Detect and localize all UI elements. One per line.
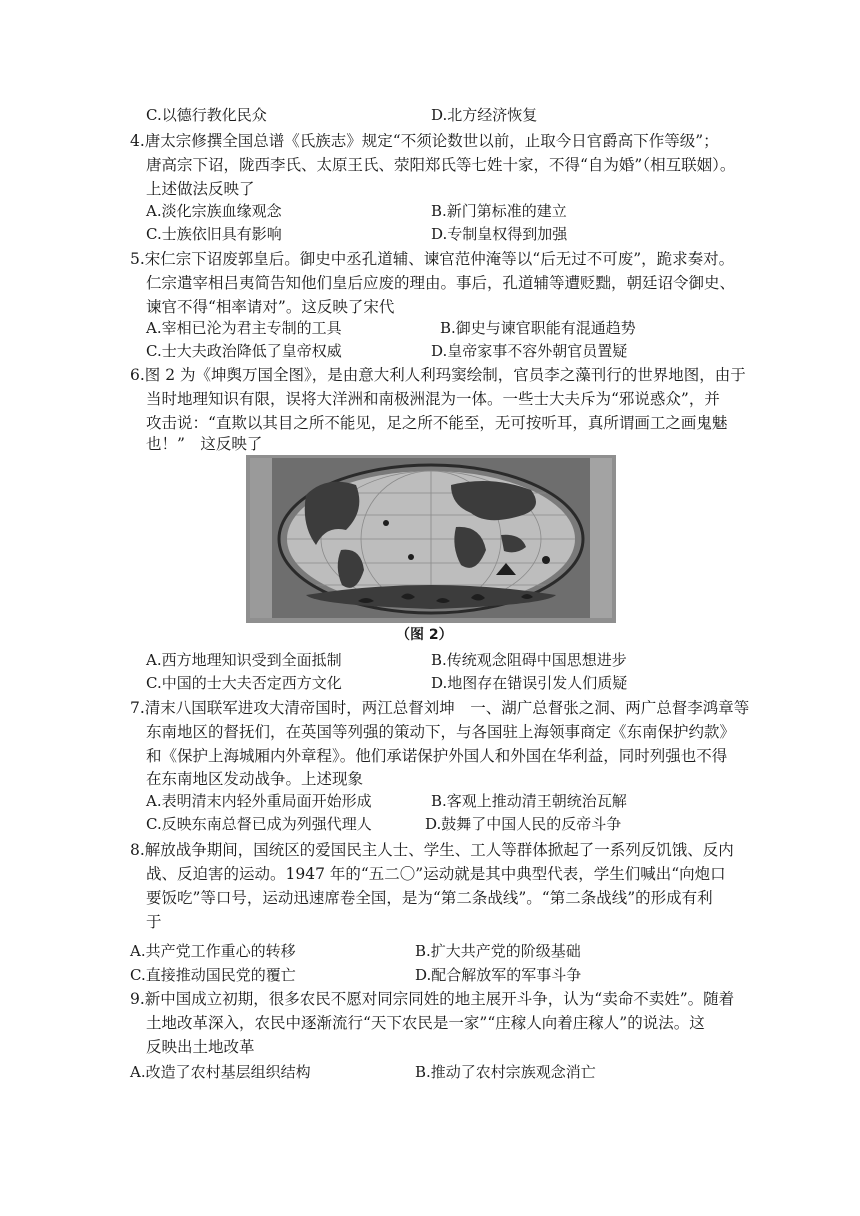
q4-stem-line-3: 上述做法反映了: [146, 180, 255, 198]
q7-stem-line-4: 在东南地区发动战争。上述现象: [146, 770, 364, 788]
q8-option-c: C.直接推动国民党的覆亡: [130, 966, 296, 984]
q3-option-d: D.北方经济恢复: [431, 106, 538, 124]
q5-stem-line-1: 5.宋仁宗下诏废郭皇后。御史中丞孔道辅、谏官范仲淹等以“后无过不可废”，跪求奏对。: [130, 250, 735, 268]
q5-option-d: D.皇帝家事不容外朝官员置疑: [431, 342, 628, 360]
world-map-figure: [246, 455, 616, 623]
q9-stem-line-2: 土地改革深入，农民中逐渐流行“天下农民是一家”“庄稼人向着庄稼人”的说法。这: [146, 1014, 705, 1032]
q8-option-d: D.配合解放军的军事斗争: [415, 966, 582, 984]
q8-stem-line-1: 8.解放战争期间，国统区的爱国民主人士、学生、工人等群体掀起了一系列反饥饿、反内: [130, 841, 734, 859]
q9-option-a: A.改造了农村基层组织结构: [130, 1063, 311, 1081]
q4-option-d: D.专制皇权得到加强: [431, 225, 568, 243]
q6-stem-line-2: 当时地理知识有限，误将大洋洲和南极洲混为一体。一些士大夫斥为“邪说惑众”，并: [146, 390, 720, 408]
q6-stem-line-4: 也！” 这反映了: [146, 435, 263, 453]
q4-option-a: A.淡化宗族血缘观念: [146, 202, 282, 220]
q7-stem-line-2: 东南地区的督抚们，在英国等列强的策动下，与各国驻上海领事商定《东南保护约款》: [146, 723, 736, 741]
q8-stem-line-3: 要饭吃”等口号，运动迅速席卷全国，是为“第二条战线”。“第二条战线”的形成有利: [146, 889, 713, 907]
q5-option-c: C.士大夫政治降低了皇帝权威: [146, 342, 342, 360]
q6-option-c: C.中国的士大夫否定西方文化: [146, 674, 342, 692]
q4-option-c: C.士族依旧具有影响: [146, 225, 282, 243]
q4-stem-line-1: 4.唐太宗修撰全国总谱《氏族志》规定“不须论数世以前，止取今日官爵高下作等级”；: [130, 132, 719, 150]
q8-stem-line-2: 战、反迫害的运动。1947 年的“五二〇”运动就是其中典型代表，学生们喊出“向炮口: [146, 865, 726, 883]
q7-stem-line-1: 7.清末八国联军进攻大清帝国时，两江总督刘坤 一、湖广总督张之洞、两广总督李鸿章等: [130, 699, 750, 717]
q6-stem-line-1: 6.图 2 为《坤舆万国全图》，是由意大利人利玛窦绘制，官员李之藻刊行的世界地图，由于: [130, 366, 746, 384]
q6-stem-line-3: 攻击说：“直欺以其目之所不能见，足之所不能至，无可按听耳，真所谓画工之画鬼魅: [146, 414, 728, 432]
q5-option-b: B.御史与谏官职能有混通趋势: [440, 319, 636, 337]
q9-stem-line-3: 反映出土地改革: [146, 1038, 255, 1056]
q9-stem-line-1: 9.新中国成立初期，很多农民不愿对同宗同姓的地主展开斗争，认为“卖命不卖姓”。随着: [130, 990, 735, 1008]
q5-stem-line-2: 仁宗遣宰相吕夷简告知他们皇后应废的理由。事后，孔道辅等遭贬黜，朝廷诏令御史、: [146, 274, 736, 292]
q8-option-b: B.扩大共产党的阶级基础: [415, 942, 581, 960]
q4-stem-line-2: 唐高宗下诏，陇西李氏、太原王氏、荥阳郑氏等七姓十家，不得“自为婚”（相互联姻）。: [146, 156, 736, 174]
q8-stem-line-4: 于: [146, 913, 162, 931]
q9-option-b: B.推动了农村宗族观念消亡: [415, 1063, 596, 1081]
q6-option-b: B.传统观念阻碍中国思想进步: [431, 651, 627, 669]
q6-option-d: D.地图存在错误引发人们质疑: [431, 674, 628, 692]
q3-option-c: C.以德行教化民众: [146, 106, 267, 124]
q5-option-a: A.宰相已沦为君主专制的工具: [146, 319, 342, 337]
q7-option-c: C.反映东南总督已成为列强代理人: [146, 815, 372, 833]
q5-stem-line-3: 谏官不得“相率请对”。这反映了宋代: [146, 298, 395, 316]
q8-option-a: A.共产党工作重心的转移: [130, 942, 296, 960]
figure-caption: （图 2）: [396, 627, 453, 643]
q4-option-b: B.新门第标准的建立: [431, 202, 567, 220]
q7-option-b: B.客观上推动清王朝统治瓦解: [431, 792, 627, 810]
q7-stem-line-3: 和《保护上海城厢内外章程》。他们承诺保护外国人和外国在华利益，同时列强也不得: [146, 747, 728, 765]
q7-option-a: A.表明清末内轻外重局面开始形成: [146, 792, 372, 810]
q6-option-a: A.西方地理知识受到全面抵制: [146, 651, 342, 669]
q7-option-d: D.鼓舞了中国人民的反帝斗争: [425, 815, 622, 833]
